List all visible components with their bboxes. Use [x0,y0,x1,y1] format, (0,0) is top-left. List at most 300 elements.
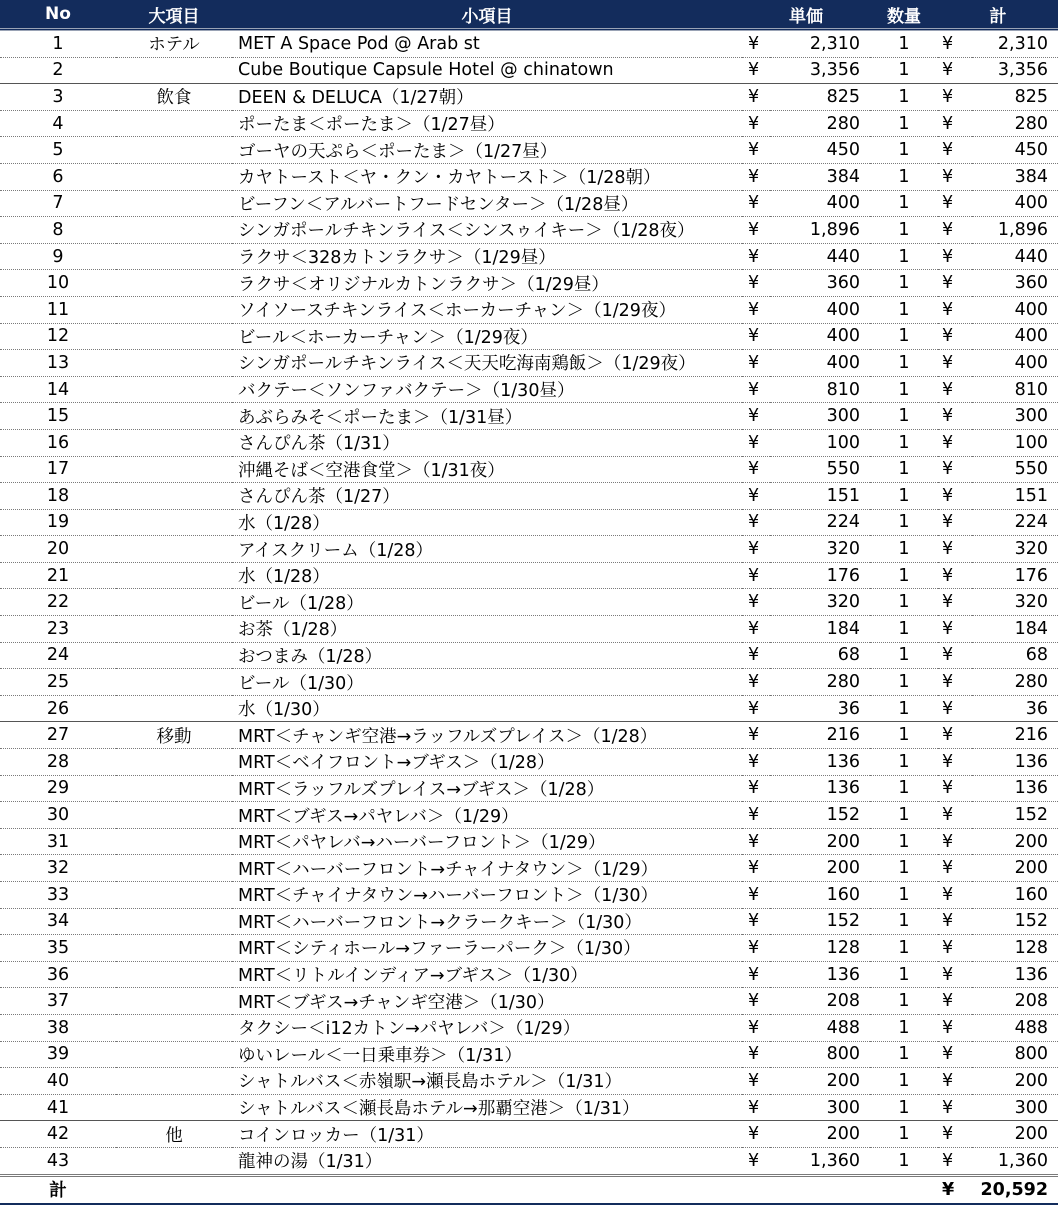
row-total: 160 [972,882,1058,909]
row-total-yen: ¥ [938,323,972,350]
row-total: 320 [972,536,1058,563]
row-item: 水（1/28） [232,509,742,536]
row-unit-price: 200 [770,1121,870,1148]
row-total: 136 [972,775,1058,802]
row-quantity: 1 [870,908,938,935]
row-unit-price: 1,896 [770,217,870,244]
row-quantity: 1 [870,190,938,217]
row-total: 1,896 [972,217,1058,244]
row-quantity: 1 [870,350,938,377]
row-item: ポーたま＜ポーたま＞（1/27昼） [232,110,742,137]
row-quantity: 1 [870,1121,938,1148]
header-row [0,0,1058,30]
row-total-yen: ¥ [938,376,972,403]
row-total-yen: ¥ [938,749,972,776]
row-price-yen: ¥ [742,802,770,829]
row-price-yen: ¥ [742,110,770,137]
row-no: 15 [0,403,116,430]
row-total-yen: ¥ [938,908,972,935]
row-no: 4 [0,110,116,137]
table-row [0,775,1058,802]
table-row [0,722,1058,749]
row-category [116,243,232,270]
row-no: 36 [0,961,116,988]
row-unit-price: 300 [770,403,870,430]
table-row [0,509,1058,536]
row-no: 39 [0,1041,116,1068]
row-total: 320 [972,589,1058,616]
row-category [116,163,232,190]
row-category [116,456,232,483]
row-price-yen: ¥ [742,57,770,84]
row-category [116,562,232,589]
row-price-yen: ¥ [742,296,770,323]
row-category [116,589,232,616]
row-price-yen: ¥ [742,1014,770,1041]
row-no: 17 [0,456,116,483]
row-total: 1,360 [972,1147,1058,1175]
row-price-yen: ¥ [742,1094,770,1121]
row-price-yen: ¥ [742,509,770,536]
row-total-yen: ¥ [938,270,972,297]
row-no: 23 [0,616,116,643]
row-total-yen: ¥ [938,137,972,164]
row-item: シンガポールチキンライス＜シンスゥイキー＞（1/28夜） [232,217,742,244]
row-no: 34 [0,908,116,935]
row-quantity: 1 [870,403,938,430]
row-no: 9 [0,243,116,270]
row-quantity: 1 [870,1014,938,1041]
table-body [0,30,1058,1176]
row-item: 沖縄そば＜空港食堂＞（1/31夜） [232,456,742,483]
row-unit-price: 3,356 [770,57,870,84]
row-total-yen: ¥ [938,57,972,84]
row-category: 飲食 [116,84,232,111]
table-row [0,323,1058,350]
row-unit-price: 216 [770,722,870,749]
row-category [116,988,232,1015]
row-no: 3 [0,84,116,111]
row-price-yen: ¥ [742,935,770,962]
row-total-yen: ¥ [938,190,972,217]
row-total-yen: ¥ [938,882,972,909]
table-row [0,749,1058,776]
row-total-yen: ¥ [938,642,972,669]
table-row [0,137,1058,164]
table-row [0,1014,1058,1041]
row-total: 488 [972,1014,1058,1041]
row-total: 300 [972,403,1058,430]
row-unit-price: 280 [770,110,870,137]
row-no: 43 [0,1147,116,1175]
row-quantity: 1 [870,323,938,350]
row-unit-price: 208 [770,988,870,1015]
row-total-yen: ¥ [938,429,972,456]
row-no: 26 [0,695,116,722]
row-total-yen: ¥ [938,163,972,190]
row-category [116,217,232,244]
row-price-yen: ¥ [742,669,770,696]
row-item: さんぴん茶（1/31） [232,429,742,456]
row-unit-price: 440 [770,243,870,270]
row-item: カヤトースト＜ヤ・クン・カヤトースト＞（1/28朝） [232,163,742,190]
row-quantity: 1 [870,589,938,616]
row-item: ソイソースチキンライス＜ホーカーチャン＞（1/29夜） [232,296,742,323]
row-total: 384 [972,163,1058,190]
row-quantity: 1 [870,110,938,137]
row-unit-price: 280 [770,669,870,696]
table-row [0,1121,1058,1148]
row-total: 400 [972,190,1058,217]
header-unit-price: 単価 [742,0,870,30]
row-total: 200 [972,1121,1058,1148]
row-total: 224 [972,509,1058,536]
row-unit-price: 825 [770,84,870,111]
row-item: ビール＜ホーカーチャン＞（1/29夜） [232,323,742,350]
row-item: コインロッカー（1/31） [232,1121,742,1148]
row-price-yen: ¥ [742,190,770,217]
row-no: 16 [0,429,116,456]
row-quantity: 1 [870,802,938,829]
row-total: 136 [972,961,1058,988]
table-row [0,190,1058,217]
row-quantity: 1 [870,483,938,510]
row-price-yen: ¥ [742,536,770,563]
row-total-yen: ¥ [938,562,972,589]
row-no: 7 [0,190,116,217]
row-total-yen: ¥ [938,1147,972,1175]
table-row [0,589,1058,616]
row-price-yen: ¥ [742,961,770,988]
row-total: 400 [972,323,1058,350]
row-price-yen: ¥ [742,882,770,909]
row-item: ゆいレール＜一日乗車券＞（1/31） [232,1041,742,1068]
row-price-yen: ¥ [742,483,770,510]
row-unit-price: 400 [770,350,870,377]
row-unit-price: 400 [770,323,870,350]
table-row [0,217,1058,244]
row-total-yen: ¥ [938,1121,972,1148]
row-total-yen: ¥ [938,217,972,244]
row-unit-price: 1,360 [770,1147,870,1175]
row-unit-price: 176 [770,562,870,589]
row-price-yen: ¥ [742,722,770,749]
row-no: 10 [0,270,116,297]
row-item: MET A Space Pod @ Arab st [232,30,742,58]
row-total: 151 [972,483,1058,510]
row-total: 3,356 [972,57,1058,84]
row-no: 31 [0,828,116,855]
row-quantity: 1 [870,988,938,1015]
row-unit-price: 128 [770,935,870,962]
row-quantity: 1 [870,429,938,456]
row-item: ゴーヤの天ぷら＜ポーたま＞（1/27昼） [232,137,742,164]
table-row [0,296,1058,323]
row-unit-price: 2,310 [770,30,870,58]
row-total: 184 [972,616,1058,643]
row-total-yen: ¥ [938,456,972,483]
row-total-yen: ¥ [938,722,972,749]
row-total: 300 [972,1094,1058,1121]
row-quantity: 1 [870,882,938,909]
row-price-yen: ¥ [742,1147,770,1175]
row-unit-price: 200 [770,1068,870,1095]
row-item: MRT＜ベイフロント→ブギス＞（1/28） [232,749,742,776]
row-total-yen: ¥ [938,988,972,1015]
row-price-yen: ¥ [742,749,770,776]
table-row [0,270,1058,297]
row-item: ラクサ＜328カトンラクサ＞（1/29昼） [232,243,742,270]
row-category [116,669,232,696]
row-total: 152 [972,802,1058,829]
row-total: 440 [972,243,1058,270]
row-item: MRT＜ブギス→パヤレバ＞（1/29） [232,802,742,829]
row-item: 龍神の湯（1/31） [232,1147,742,1175]
table-row [0,30,1058,58]
row-no: 35 [0,935,116,962]
row-price-yen: ¥ [742,137,770,164]
row-unit-price: 320 [770,589,870,616]
row-total-yen: ¥ [938,483,972,510]
row-total: 810 [972,376,1058,403]
row-item: MRT＜チャンギ空港→ラッフルズプレイス＞（1/28） [232,722,742,749]
row-category [116,1041,232,1068]
row-no: 42 [0,1121,116,1148]
row-total-yen: ¥ [938,536,972,563]
row-unit-price: 400 [770,190,870,217]
row-unit-price: 152 [770,802,870,829]
row-quantity: 1 [870,1041,938,1068]
row-unit-price: 360 [770,270,870,297]
row-price-yen: ¥ [742,775,770,802]
row-category [116,296,232,323]
row-unit-price: 320 [770,536,870,563]
row-item: 水（1/30） [232,695,742,722]
row-category [116,828,232,855]
row-quantity: 1 [870,562,938,589]
row-price-yen: ¥ [742,642,770,669]
header-total: 計 [938,0,1058,30]
row-total: 68 [972,642,1058,669]
row-price-yen: ¥ [742,323,770,350]
row-price-yen: ¥ [742,908,770,935]
row-category [116,57,232,84]
row-no: 30 [0,802,116,829]
row-unit-price: 224 [770,509,870,536]
row-item: ラクサ＜オリジナルカトンラクサ＞（1/29昼） [232,270,742,297]
row-no: 22 [0,589,116,616]
row-price-yen: ¥ [742,403,770,430]
row-category [116,1014,232,1041]
row-quantity: 1 [870,456,938,483]
row-no: 14 [0,376,116,403]
row-item: MRT＜リトルインディア→ブギス＞（1/30） [232,961,742,988]
header-no: No [0,0,116,30]
row-no: 29 [0,775,116,802]
table-row [0,908,1058,935]
row-no: 21 [0,562,116,589]
row-quantity: 1 [870,1068,938,1095]
row-category [116,376,232,403]
row-price-yen: ¥ [742,828,770,855]
row-total: 800 [972,1041,1058,1068]
row-item: MRT＜ハーバーフロント→チャイナタウン＞（1/29） [232,855,742,882]
row-no: 33 [0,882,116,909]
row-quantity: 1 [870,695,938,722]
row-item: MRT＜ラッフルズプレイス→ブギス＞（1/28） [232,775,742,802]
table-row [0,616,1058,643]
row-category [116,908,232,935]
row-total-yen: ¥ [938,961,972,988]
row-item: タクシー＜i12カトン→パヤレバ＞（1/29） [232,1014,742,1041]
row-unit-price: 160 [770,882,870,909]
row-item: シンガポールチキンライス＜天天吃海南鶏飯＞（1/29夜） [232,350,742,377]
row-price-yen: ¥ [742,217,770,244]
row-price-yen: ¥ [742,1121,770,1148]
row-price-yen: ¥ [742,616,770,643]
row-total-yen: ¥ [938,296,972,323]
row-total: 280 [972,110,1058,137]
table-row [0,669,1058,696]
row-item: MRT＜チャイナタウン→ハーバーフロント＞（1/30） [232,882,742,909]
row-category: 移動 [116,722,232,749]
row-category [116,323,232,350]
row-total: 200 [972,828,1058,855]
row-unit-price: 488 [770,1014,870,1041]
table-row [0,350,1058,377]
row-item: ビール（1/30） [232,669,742,696]
row-item: MRT＜ブギス→チャンギ空港＞（1/30） [232,988,742,1015]
row-total-yen: ¥ [938,695,972,722]
row-quantity: 1 [870,749,938,776]
row-price-yen: ¥ [742,376,770,403]
row-item: バクテー＜ソンファバクテー＞（1/30昼） [232,376,742,403]
row-item: おつまみ（1/28） [232,642,742,669]
row-unit-price: 136 [770,961,870,988]
table-row [0,163,1058,190]
row-category [116,536,232,563]
row-total: 136 [972,749,1058,776]
row-item: シャトルバス＜瀬長島ホテル→那覇空港＞（1/31） [232,1094,742,1121]
row-no: 6 [0,163,116,190]
row-no: 12 [0,323,116,350]
row-category [116,935,232,962]
row-total: 360 [972,270,1058,297]
table-row [0,882,1058,909]
row-price-yen: ¥ [742,243,770,270]
row-no: 20 [0,536,116,563]
row-quantity: 1 [870,828,938,855]
row-quantity: 1 [870,642,938,669]
row-no: 1 [0,30,116,58]
row-price-yen: ¥ [742,163,770,190]
row-total-yen: ¥ [938,350,972,377]
row-total: 550 [972,456,1058,483]
row-no: 40 [0,1068,116,1095]
row-price-yen: ¥ [742,456,770,483]
row-category [116,1094,232,1121]
row-total-yen: ¥ [938,110,972,137]
row-price-yen: ¥ [742,589,770,616]
row-total: 2,310 [972,30,1058,58]
table-row [0,1041,1058,1068]
header-category: 大項目 [116,0,232,30]
row-unit-price: 151 [770,483,870,510]
row-total-yen: ¥ [938,589,972,616]
row-category [116,882,232,909]
grand-total: 20,592 [972,1175,1058,1204]
row-category [116,775,232,802]
row-unit-price: 36 [770,695,870,722]
row-item: ビール（1/28） [232,589,742,616]
row-quantity: 1 [870,296,938,323]
row-category [116,350,232,377]
row-no: 18 [0,483,116,510]
row-category [116,509,232,536]
row-category [116,483,232,510]
table-row [0,57,1058,84]
row-quantity: 1 [870,961,938,988]
row-unit-price: 810 [770,376,870,403]
table-row [0,1147,1058,1175]
row-quantity: 1 [870,270,938,297]
row-no: 2 [0,57,116,84]
row-unit-price: 450 [770,137,870,164]
table-row [0,1068,1058,1095]
row-item: MRT＜パヤレバ→ハーバーフロント＞（1/29） [232,828,742,855]
row-category [116,802,232,829]
row-total: 176 [972,562,1058,589]
row-total: 152 [972,908,1058,935]
row-item: MRT＜シティホール→ファーラーパーク＞（1/30） [232,935,742,962]
row-total-yen: ¥ [938,828,972,855]
row-no: 38 [0,1014,116,1041]
row-quantity: 1 [870,616,938,643]
row-category [116,137,232,164]
table-row [0,562,1058,589]
table-row [0,828,1058,855]
row-item: DEEN & DELUCA（1/27朝） [232,84,742,111]
row-total: 36 [972,695,1058,722]
row-category [116,1147,232,1175]
table-row [0,988,1058,1015]
row-quantity: 1 [870,84,938,111]
header-quantity: 数量 [870,0,938,30]
table-row [0,935,1058,962]
row-unit-price: 200 [770,855,870,882]
row-item: お茶（1/28） [232,616,742,643]
row-unit-price: 68 [770,642,870,669]
row-total-yen: ¥ [938,509,972,536]
row-quantity: 1 [870,1147,938,1175]
row-unit-price: 400 [770,296,870,323]
row-quantity: 1 [870,376,938,403]
row-no: 32 [0,855,116,882]
total-yen-symbol: ¥ [938,1175,972,1204]
table-row [0,855,1058,882]
row-quantity: 1 [870,1094,938,1121]
row-total-yen: ¥ [938,30,972,58]
row-price-yen: ¥ [742,429,770,456]
row-category [116,695,232,722]
row-category [116,961,232,988]
row-category [116,403,232,430]
row-total-yen: ¥ [938,1094,972,1121]
row-category: 他 [116,1121,232,1148]
row-unit-price: 100 [770,429,870,456]
table-row [0,961,1058,988]
row-unit-price: 152 [770,908,870,935]
